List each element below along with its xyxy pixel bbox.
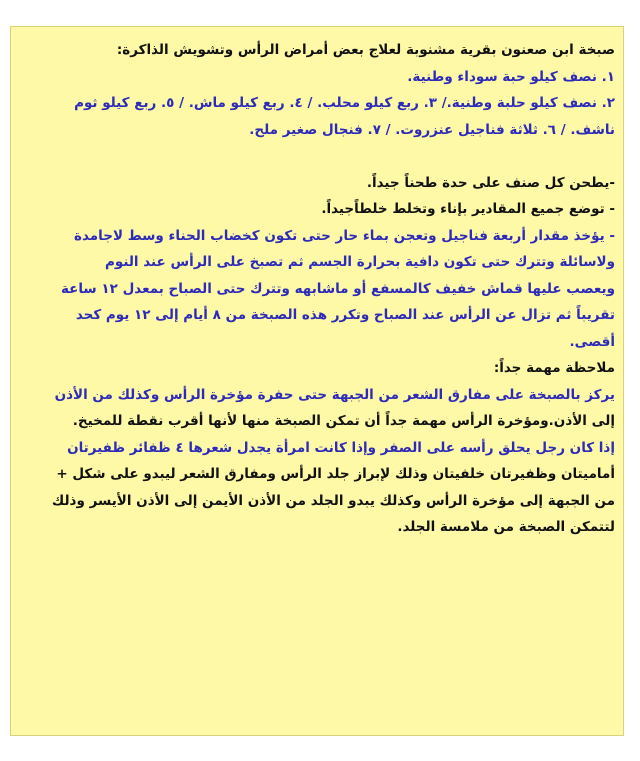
step-3-line-2: ولاسائلة وتترك حتى تكون دافية بحرارة الجسم ثم تصبخ على الرأس عند النوم [104,254,615,270]
step-1: -يطحن كل صنف على حدة طحناً جيداً. [366,174,615,191]
step-3-line-3: ويعصب عليها قماش خفيف كالمسفع أو ماشابهه وتترك حتى الصباح بمعدل ١٢ ساعة [60,280,615,297]
note-line-5: من الجبهة إلى مؤخرة الرأس وكذلك يبدو الجلد من الأذن الأيمن إلى الأذن الأيسر وذلك [51,492,615,509]
recipe-panel [10,26,624,736]
step-2: - توضع جميع المقادير بإناء وتخلط خلطاًجيداً. [321,201,615,217]
ingredient-line-1: ١. نصف كيلو حبة سوداء وطنية. [407,68,615,85]
note-line-3: إذا كان رجل يحلق رأسه على الصفر وإذا كانت امرأة يجدل شعرها ٤ ظفائر ظفيرتان [67,439,615,456]
step-3-line-5: أقصى. [569,333,615,350]
note-line-6: لتتمكن الصبخة من ملامسة الجلد. [397,519,615,535]
step-3-line-1: - يؤخذ مقدار أربعة فناجيل وتعجن بماء حار حتى تكون كخضاب الحناء وسط لاجامدة [74,227,615,244]
paragraph-spacer [19,143,615,170]
note-line-2: إلى الأذن.ومؤخرة الرأس مهمة جداً أن تمكن الصبخة منها لأنها أقرب نقطة للمخيخ. [72,413,615,429]
ingredient-line-2: ٢. نصف كيلو حلبة وطنية./ ٣. ربع كيلو محلب. / ٤. ربع كيلو ماش. / ٥. ربع كيلو ثوم [74,95,615,111]
note-title: ملاحظة مهمة جداً: [493,360,615,376]
ingredient-line-3: ناشف. / ٦. ثلاثة فناجيل عنزروت. / ٧. فنجال صغير ملح. [249,121,615,138]
note-line-4: أماميتان وظفيرتان خلفيتان وذلك لإبراز جلد الرأس ومفارق الشعر ليبدو على شكل + [56,466,615,482]
step-3-line-4: تقريباً ثم تزال عن الرأس عند الصباح وتكرر هذه الصبخة من ٨ أيام إلى ١٢ يوم كحد [75,307,615,323]
note-line-1: يركز بالصبخة على مفارق الشعر من الجبهة حتى حفرة مؤخرة الرأس وكذلك من الأذن [54,386,615,403]
recipe-title: صبخة ابن صعنون بقرية مشنوبة لعلاج بعض أمراض الرأس وتشويش الذاكرة: [116,42,615,58]
